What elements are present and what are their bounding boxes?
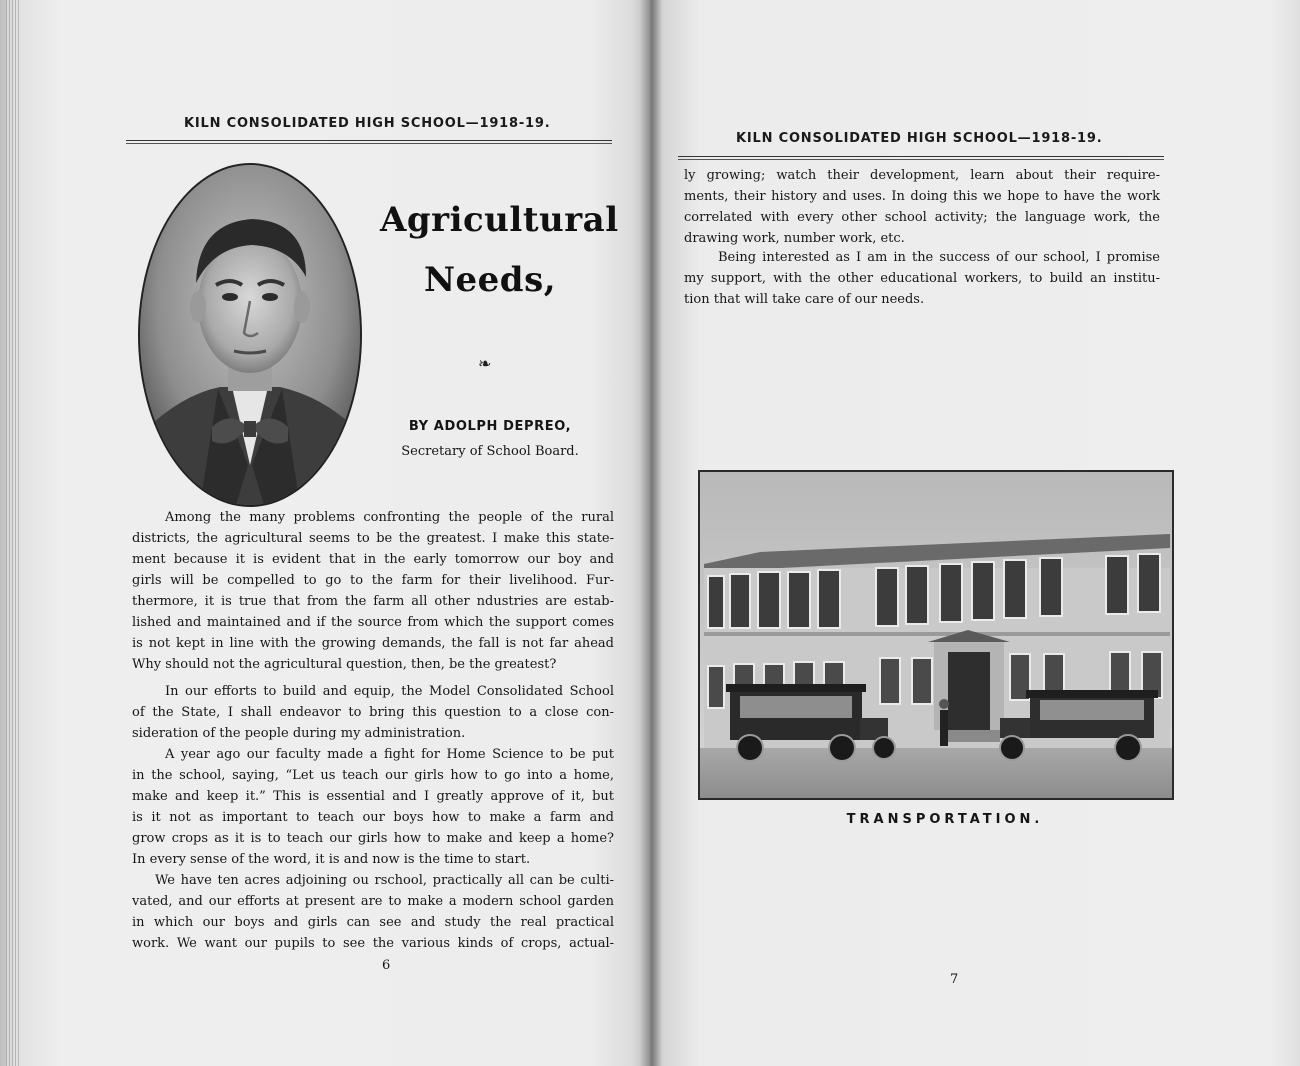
fleuron-ornament-icon: ❧ bbox=[478, 354, 492, 373]
left-body-line: in which our boys and girls can see and study the real practical bbox=[132, 915, 614, 930]
left-body-line: districts, the agricultural seems to be the greatest. I make this state- bbox=[132, 531, 614, 546]
right-body-line: correlated with every other school activity; the language work, the bbox=[684, 210, 1160, 225]
left-body-line: We have ten acres adjoining ou rschool, practically all can be culti- bbox=[155, 873, 614, 888]
left-header-rule bbox=[126, 140, 612, 144]
left-body-line: ment because it is evident that in the early tomorrow our boy and bbox=[132, 552, 614, 567]
right-page-number: 7 bbox=[950, 972, 959, 987]
left-body-line: sideration of the people during my administration. bbox=[132, 726, 466, 741]
left-body-line: In our efforts to build and equip, the Model Consolidated School bbox=[165, 684, 614, 699]
right-body-line: drawing work, number work, etc. bbox=[684, 231, 905, 246]
page-edges bbox=[6, 0, 20, 1066]
school-building-illustration bbox=[700, 472, 1172, 798]
left-body-line: make and keep it.” This is essential and I greatly approve of it, but bbox=[132, 789, 614, 804]
left-page-number: 6 bbox=[382, 958, 391, 973]
left-body-line: In every sense of the word, it is and now is the time to start. bbox=[132, 852, 531, 867]
right-running-head: KILN CONSOLIDATED HIGH SCHOOL—1918-19. bbox=[736, 131, 1103, 146]
right-body-line: ly growing; watch their development, learn about their require- bbox=[684, 168, 1160, 183]
left-body-line: work. We want our pupils to see the various kinds of crops, actual- bbox=[132, 936, 614, 951]
book-gutter bbox=[640, 0, 662, 1066]
left-body-line: thermore, it is true that from the farm all other ndustries are estab- bbox=[132, 594, 614, 609]
left-body-line: Why should not the agricultural question, then, be the greatest? bbox=[132, 657, 557, 672]
left-body-line: Among the many problems confronting the people of the rural bbox=[165, 510, 614, 525]
left-body-line: is it not as important to teach our boys how to make a farm and bbox=[132, 810, 614, 825]
left-body-line: is not kept in line with the growing demands, the fall is not far ahead bbox=[132, 636, 614, 651]
left-body-line: of the State, I shall endeavor to bring this question to a close con- bbox=[132, 705, 614, 720]
right-body-line: ments, their history and uses. In doing this we hope to have the work bbox=[684, 189, 1160, 204]
author-title: Secretary of School Board. bbox=[401, 444, 579, 459]
portrait-illustration bbox=[140, 165, 360, 505]
left-running-head: KILN CONSOLIDATED HIGH SCHOOL—1918-19. bbox=[184, 116, 551, 131]
right-body-line: tion that will take care of our needs. bbox=[684, 292, 925, 307]
left-body-line: A year ago our faculty made a fight for Home Science to be put bbox=[165, 747, 614, 762]
left-body-line: grow crops as it is to teach our girls how to make and keep a home? bbox=[132, 831, 614, 846]
left-body-line: girls will be compelled to go to the farm for their livelihood. Fur- bbox=[132, 573, 614, 588]
author-byline: BY ADOLPH DEPREO, bbox=[408, 419, 572, 434]
photo-caption: TRANSPORTATION. bbox=[846, 812, 1044, 827]
right-body-line: my support, with the other educational workers, to build an institu- bbox=[684, 271, 1160, 286]
right-body-line: Being interested as I am in the success of our school, I promise bbox=[718, 250, 1160, 265]
left-body-line: vated, and our efforts at present are to make a modern school garden bbox=[132, 894, 614, 909]
right-header-rule bbox=[678, 156, 1164, 160]
title-line-1: Agricultural bbox=[380, 200, 619, 240]
article-title bbox=[380, 190, 619, 310]
left-body-line: in the school, saying, “Let us teach our girls how to go into a home, bbox=[132, 768, 614, 783]
left-body-line: lished and maintained and if the source from which the support comes bbox=[132, 615, 614, 630]
school-transportation-photo bbox=[698, 470, 1174, 800]
portrait-photo bbox=[138, 163, 362, 507]
title-line-2: Needs, bbox=[423, 260, 557, 300]
